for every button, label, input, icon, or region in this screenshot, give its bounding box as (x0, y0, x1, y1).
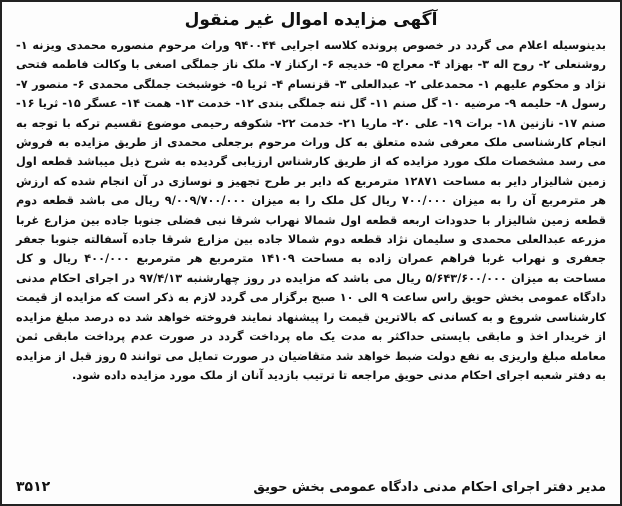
notice-footer (16, 476, 606, 498)
notice-signature: مدیر دفتر اجرای احکام مدنی دادگاه عمومی بخش حویق (253, 479, 606, 495)
notice-number: ۳۵۱۲ (16, 479, 51, 495)
notice-title: آگهی مزایده اموال غیر منقول (184, 10, 438, 30)
notice-body: بدینوسیله اعلام می گردد در خصوص پرونده کلاسه اجرایی ۹۴۰۰۴۴ وراث مرحوم منصوره محمدی ویزنه ۱- روشنعلی ۲- روح اله ۳- بهزاد ۴- معراج ۵- خدیجه ۶- ارکناز ۷- ملک ناز جملگی اصغی با وکالت فاطمه فتحی نژاد و محکوم علیهم ۱- محمدعلی ۲- عبدالعلی ۳- قزنسام ۴- ثریا ۵- خوشبخت جملگی محمدی ۶- منصور ۷- رسول ۸- حلیمه ۹- مرضیه ۱۰- گل صنم ۱۱- گل ننه جملگی بندی ۱۲- خدمت ۱۳- همت ۱۴- عسگر ۱۵- ثریا ۱۶- صنم ۱۷- نازنین ۱۸- برات ۱۹- علی ۲۰- ماریا ۲۱- خدمت ۲۲- شکوفه رحیمی موضوع تقسیم ترکه با توجه به انجام کارشناسی ملک معرفی شده متعلق به کل وراث مرحوم برجعلی محمدی از طریق مزایده به فروش می رسد مشخصات ملک مورد مزایده که از طریق کارشناس ارزیابی گردیده به شرح ذیل میباشد قطعه اول زمین شالیزار دایر به مساحت ۱۲۸۷۱ مترمربع که دایر بر طرح تجهیز و نوسازی در آن انجام شده که ارزش هر مترمربع آن را به میزان ۷۰۰/۰۰۰ ریال کل ملک را به میزان ۹/۰۰۹/۷۰۰/۰۰۰ ریال می باشد قطعه دوم قطعه زمین شالیزار با حدودات اربعه قطعه اول شمالا نهراب شرقا نبی فضلی جنوبا جاده بین مزارع غربا مزرعه عبدالعلی محمدی و سلیمان نژاد قطعه دوم شمالا جاده بین مزارع شرقا جاده آسفالته جنوبا جعفر جعفری و نهراب غربا فراهم عمران زاده به مساحت ۱۴۱۰۹ مترمربع هر مترمربع ۴۰۰/۰۰۰ ریال و کل مساحت به میزان ۵/۶۴۳/۶۰۰/۰۰۰ ریال می باشد که مزایده در روز چهارشنبه ۹۷/۴/۱۳ در اجرای احکام مدنی دادگاه عمومی بخش حویق راس ساعت ۹ الی ۱۰ صبح برگزار می گردد لازم به ذکر است که مزایده از قیمت کارشناسی شروع و به کسانی که بالاترین قیمت را پیشنهاد نمایند فروخته خواهد شد ده درصد مبلغ مزایده از خریدار اخذ و مابقی بایستی حداکثر به مدت یک ماه پرداخت گردد در صورت عدم پرداخت مابقی ثمن معامله مبلغ واریزی به نفع دولت ضبط خواهد شد متقاضیان در صورت تمایل می توانند ۵ روز قبل از مزایده به دفتر شعبه اجرای احکام مدنی حویق مراجعه تا ترتیب بازدید آنان از ملک مورد مزایده داده شود. (16, 39, 607, 382)
